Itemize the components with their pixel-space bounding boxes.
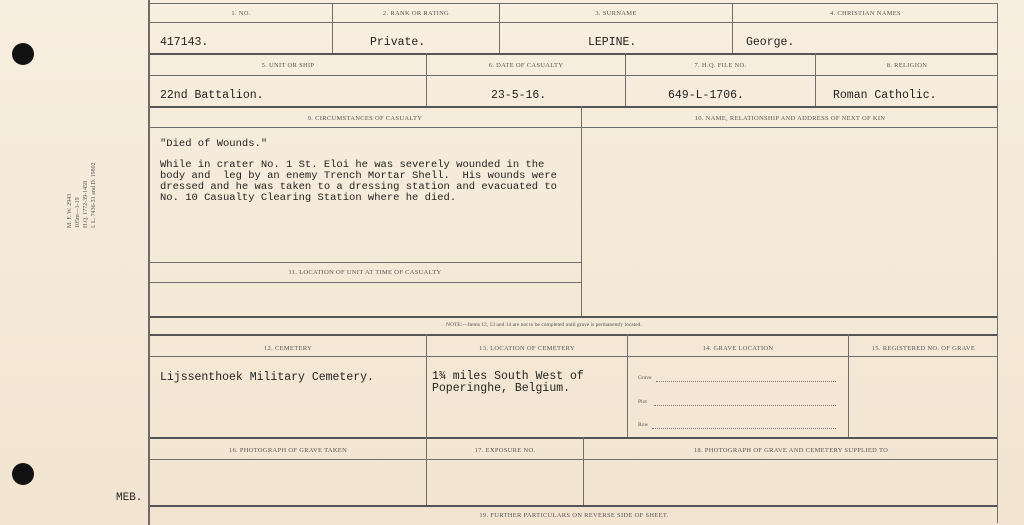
grave-label: Grave [638,375,652,381]
note-text: NOTE:—Items 12, 13 and 14 are not to be completed until grave is permanently located. [446,322,642,328]
label-surname: 3. SURNAME [595,10,637,17]
side-note-line: H.Q. 1772-39-1458 [83,180,89,228]
punch-hole-bottom [12,463,34,485]
label-religion: 8. RELIGION [886,62,928,69]
side-note-line: 105m—1-19 [75,197,81,228]
label-date: 6. DATE OF CASUALTY [488,62,564,69]
punch-hole-top [12,43,34,65]
label-no: 1. NO. [231,10,251,17]
label-photo-supplied: 18. PHOTOGRAPH OF GRAVE AND CEMETERY SUPPLIED TO [693,447,889,454]
value-date: 23-5-16. [491,89,547,102]
side-note-line: M. F. W. 2943 [67,193,73,228]
value-cemetery-location-2: Poperinghe, Belgium. [432,382,571,395]
label-cemetery: 12. CEMETERY [263,345,313,352]
label-registered-no: 15. REGISTERED NO. OF GRAVE [871,345,976,352]
label-photo-taken: 16. PHOTOGRAPH OF GRAVE TAKEN [228,447,348,454]
label-christian: 4. CHRISTIAN NAMES [830,10,901,17]
value-religion: Roman Catholic. [833,89,937,102]
label-cemetery-location: 13. LOCATION OF CEMETERY [479,345,575,352]
label-circumstances: 9. CIRCUMSTANCES OF CASUALTY [307,115,423,122]
value-rank: Private. [370,36,426,49]
value-cemetery: Lijssenthoek Military Cemetery. [160,371,374,384]
row-label: Row [638,422,649,428]
label-grave-location: 14. GRAVE LOCATION [702,345,774,352]
label-next-of-kin: 10. NAME, RELATIONSHIP AND ADDRESS OF NEXT OF KIN [694,115,886,122]
value-hq-file: 649-L-1706. [668,89,744,102]
label-rank: 2. RANK OR RATING [382,10,450,17]
value-no: 417143. [160,36,209,49]
label-exposure: 17. EXPOSURE NO. [474,447,536,454]
label-location-unit: 11. LOCATION OF UNIT AT TIME OF CASUALTY [288,269,442,276]
value-christian: George. [746,36,795,49]
label-unit: 5. UNIT OR SHIP [261,62,315,69]
label-further: 19. FURTHER PARTICULARS ON REVERSE SIDE OF SHEET. [479,512,669,519]
circumstances-text: While in crater No. 1 St. Eloi he was severely wounded in the body and leg by an enemy Trench Mortar Shell. His wounds were dressed and he was taken to a dressing station and evacuated to No. 10 Casualty Clearing Station where he died. [160,159,557,204]
plot-label: Plot [638,399,647,405]
side-note [66,162,98,228]
circumstances-heading: "Died of Wounds." [160,138,268,150]
value-unit: 22nd Battalion. [160,89,264,102]
side-note-line: I. L. 7436-31 and D. 19802 [91,162,97,228]
value-cemetery-location-1: 1¾ miles South West of [432,370,584,383]
value-surname: LEPINE. [588,36,637,49]
meb-initials: MEB. [116,492,143,504]
label-hq-file: 7. H.Q. FILE NO. [694,62,747,69]
